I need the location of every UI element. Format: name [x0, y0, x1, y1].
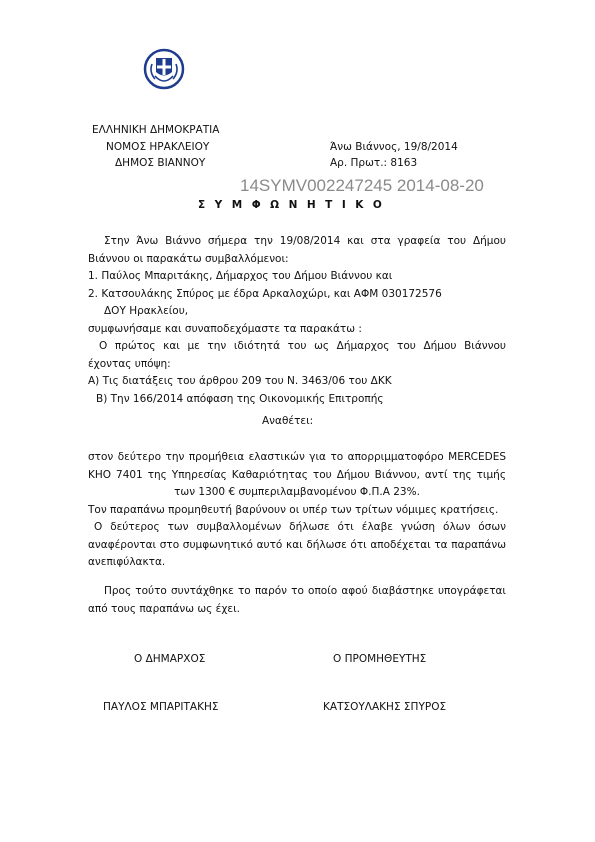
ada-stamp: 14SYMV002247245 2014-08-20 — [240, 176, 484, 195]
supplier-name: ΚΑΤΣΟΥΛΑΚΗΣ ΣΠΥΡΟΣ — [323, 701, 447, 713]
party-1: 1. Παύλος Μπαριτάκης, Δήμαρχος του Δήμου Βιάννου και — [88, 270, 393, 282]
party-2-continued: ΔΟΥ Ηρακλείου, — [104, 305, 189, 317]
closing-line-2: από τους παραπάνω ως έχει. — [88, 602, 240, 615]
municipality-heading: ΔΗΜΟΣ ΒΙΑΝΝΟΥ — [115, 157, 206, 169]
document-title: ΣΥΜΦΩΝΗΤΙΚΟ — [198, 199, 392, 211]
assignment-line-2: ΚΗΟ 7401 της Υπηρεσίας Καθαριότητας του Δήμου Βιάννου, αντί της τιμής — [88, 468, 506, 481]
party-2: 2. Κατσουλάκης Σπύρος με έδρα Αρκαλοχώρι, και ΑΦΜ 030172576 — [88, 287, 442, 300]
mayor-name: ΠΑΥΛΟΣ ΜΠΑΡΙΤΑΚΗΣ — [103, 701, 219, 713]
first-party-line-2: έχοντας υπόψη: — [88, 357, 171, 370]
place-date: Άνω Βιάννος, 19/8/2014 — [330, 141, 458, 153]
agreement-line: συμφωνήσαμε και συναποδεχόμαστε τα παρακάτω : — [88, 322, 362, 335]
acknowledgement-line-2: αναφέρονται στο συμφωνητικό αυτό και δήλωσε ότι αποδέχεται τα παραπάνω — [88, 538, 506, 551]
item-b: Β) Την 166/2014 απόφαση της Οικονομικής Επιτροπής — [96, 392, 384, 405]
greek-coat-of-arms-icon — [143, 46, 185, 92]
republic-heading: ΕΛΛΗΝΙΚΗ ΔΗΜΟΚΡΑΤΙΑ — [92, 124, 220, 136]
mayor-role: Ο ΔΗΜΑΡΧΟΣ — [134, 653, 206, 665]
assignment-line-1: στον δεύτερο την προμήθεια ελαστικών για το απορριμματοφόρο MERCEDES — [88, 451, 506, 463]
contract-body — [88, 233, 506, 408]
assignment-body — [88, 449, 506, 572]
intro-line-1: Στην Άνω Βιάννο σήμερα την 19/08/2014 και στα γραφεία του Δήμου — [104, 235, 506, 247]
supplier-role: Ο ΠΡΟΜΗΘΕΥΤΗΣ — [333, 653, 427, 665]
taxes-line: Τον παραπάνω προμηθευτή βαρύνουν οι υπέρ των τρίτων νόμιμες κρατήσεις. — [88, 503, 499, 516]
acknowledgement-line-3: ανεπιφύλακτα. — [88, 556, 166, 568]
assigns-heading: Αναθέτει: — [262, 415, 314, 427]
assignment-line-3: των 1300 € συμπεριλαμβανομένου Φ.Π.Α 23%. — [174, 486, 420, 498]
prefecture-heading: ΝΟΜΟΣ ΗΡΑΚΛΕΙΟΥ — [106, 141, 210, 153]
intro-line-2: Βιάννου οι παρακάτω συμβαλλόμενοι: — [88, 252, 289, 265]
item-a: Α) Τις διατάξεις του άρθρου 209 του Ν. 3463/06 του ΔΚΚ — [88, 375, 392, 387]
closing-body — [88, 583, 506, 618]
acknowledgement-line-1: Ο δεύτερος των συμβαλλομένων δήλωσε ότι έλαβε γνώση όλων όσων — [94, 521, 506, 533]
first-party-line-1: Ο πρώτος και με την ιδιότητά του ως Δήμαρχος του Δήμου Βιάννου — [99, 340, 506, 352]
protocol-number: Αρ. Πρωτ.: 8163 — [330, 157, 418, 169]
closing-line-1: Προς τούτο συντάχθηκε το παρόν το οποίο αφού διαβάστηκε υπογράφεται — [104, 585, 506, 597]
